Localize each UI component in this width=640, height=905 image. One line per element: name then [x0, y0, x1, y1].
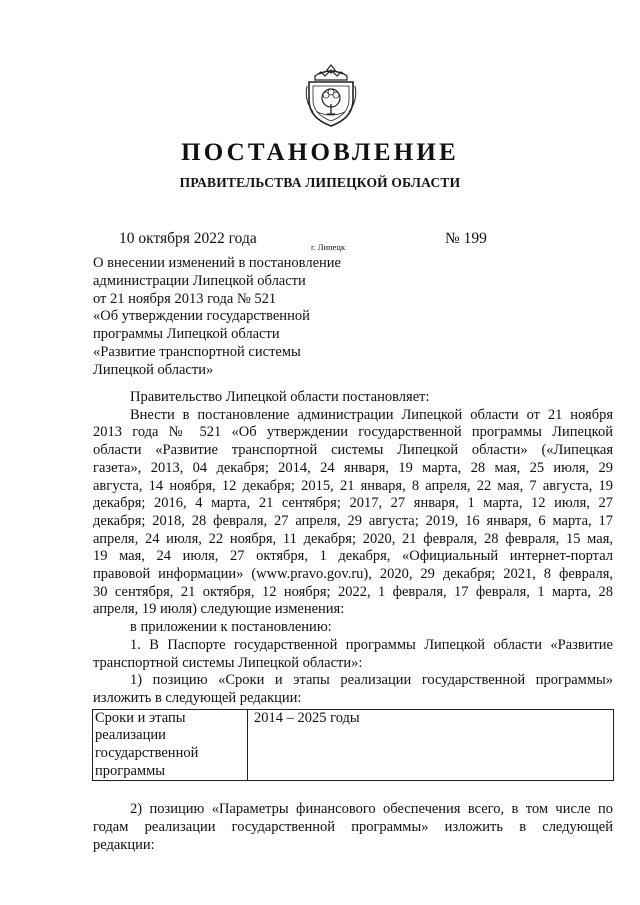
subitem-1-line: изложить в следующей редакции:: [93, 689, 302, 706]
paragraph-line: апреля, 19 июля) следующие изменения:: [93, 601, 345, 618]
label-line: программы: [95, 762, 165, 779]
subject-line: «Об утверждении государственной: [93, 308, 310, 325]
paragraph-line: области «Развитие транспортной системы Липецкой области» («Липецкая: [93, 442, 613, 459]
document-subject: [93, 255, 393, 380]
table-row: [93, 709, 614, 781]
paragraph-line: декабря; 2016, 4 марта, 21 сентября; 2017, 27 января, 1 марта, 12 июля, 27: [93, 495, 613, 512]
subject-line: Липецкой области»: [93, 361, 214, 378]
subitem-2-line: 2) позицию «Параметры финансового обеспечения всего, в том числе по: [130, 801, 613, 818]
document-city: г. Липецк: [311, 242, 346, 252]
paragraph-line: 19 мая, 24 июля, 27 октября, 1 декабря, «Официальный интернет-портал: [93, 548, 613, 565]
paragraph-line: 30 сентября, 21 октября, 12 ноября; 2022, 1 февраля, 17 февраля, 1 марта, 28: [93, 583, 613, 600]
document-date: 10 октября 2022 года: [119, 230, 257, 247]
subitem-2-line: редакции:: [93, 836, 155, 853]
label-line: государственной: [95, 745, 199, 762]
item-1-line: транспортной системы Липецкой области»:: [93, 654, 363, 671]
coat-of-arms-emblem: [301, 62, 361, 128]
paragraph-line: апреля, 24 июля, 22 ноября, 11 декабря; 2020, 21 февраля, 28 февраля, 15 мая,: [93, 530, 613, 547]
subitem-2-line: годам реализации государственной программы» изложить в следующей: [93, 819, 613, 836]
label-line: Сроки и этапы: [95, 709, 186, 726]
document-number: № 199: [445, 230, 487, 247]
appendix-line: в приложении к постановлению:: [130, 619, 332, 636]
subject-line: программы Липецкой области: [93, 326, 280, 343]
subitem-1-line: 1) позицию «Сроки и этапы реализации государственной программы»: [130, 672, 613, 689]
item-1-line: 1. В Паспорте государственной программы Липецкой области «Развитие: [130, 636, 613, 653]
document-issuer: ПРАВИТЕЛЬСТВА ЛИПЕЦКОЙ ОБЛАСТИ: [179, 175, 461, 190]
intro-line: Правительство Липецкой области постановляет:: [130, 389, 430, 405]
label-line: реализации: [95, 727, 166, 744]
paragraph-line: Внести в постановление администрации Липецкой области от 21 ноября: [130, 406, 613, 423]
table-value-cell: 2014 – 2025 годы: [248, 709, 614, 781]
document-title: ПОСТАНОВЛЕНИЕ: [181, 139, 459, 166]
paragraph-line: правовой информации» (www.pravo.gov.ru), 2020, 29 декабря; 2021, 8 февраля,: [93, 566, 613, 583]
paragraph-line: 2013 года № 521 «Об утверждении государственной программы Липецкой: [93, 424, 613, 441]
terms-table: [92, 709, 614, 782]
paragraph-line: августа, 14 ноября, 12 декабря; 2015, 21 января, 8 апреля, 22 мая, 7 августа, 19: [93, 477, 613, 494]
table-label-cell: [93, 709, 248, 781]
paragraph-line: декабря; 2018, 28 февраля, 27 апреля, 29 августа; 2019, 16 января, 6 марта, 17: [93, 512, 613, 529]
subject-line: от 21 ноября 2013 года № 521: [93, 290, 277, 307]
subject-line: администрации Липецкой области: [93, 272, 306, 289]
subject-line: О внесении изменений в постановление: [93, 255, 341, 271]
document-body: [93, 389, 613, 855]
subject-line: «Развитие транспортной системы: [93, 343, 301, 360]
paragraph-line: газета», 2013, 04 декабря; 2014, 24 января, 19 марта, 28 мая, 25 июля, 29: [93, 459, 613, 476]
